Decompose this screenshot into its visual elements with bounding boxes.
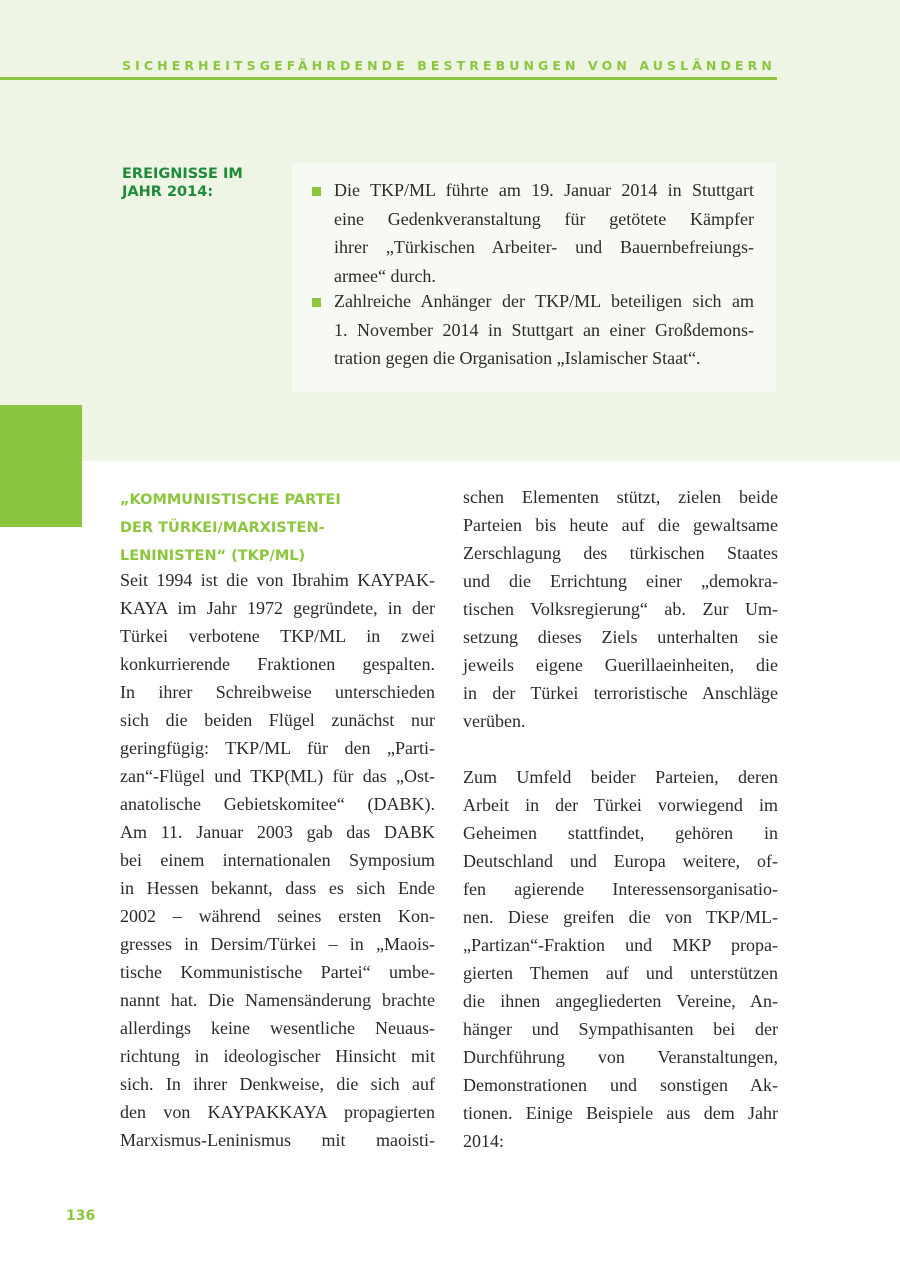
- text-line: Die TKP/ML führte am 19. Januar 2014 in Stuttgart: [334, 180, 754, 200]
- text-line: In ihrer Schreibweise unterschieden: [120, 682, 435, 702]
- text-line: tischen Volksregierung“ ab. Zur Um-: [463, 599, 778, 619]
- text-line: 2014:: [463, 1131, 505, 1151]
- text-line: Demonstrationen und sonstigen Ak-: [463, 1075, 778, 1095]
- text-line: Marxismus-Leninismus mit maoisti-: [120, 1130, 435, 1150]
- green-side-tab: [0, 405, 82, 527]
- text-line: Zerschlagung des türkischen Staates: [463, 543, 778, 563]
- text-line: anatolische Gebietskomitee“ (DABK).: [120, 794, 435, 814]
- text-line: nannt hat. Die Namensänderung brachte: [120, 990, 435, 1010]
- right-column-paragraph-2: [463, 763, 778, 1155]
- text-line: Geheimen stattfindet, gehören in: [463, 823, 778, 843]
- text-line: sich. In ihrer Denkweise, die sich auf: [120, 1074, 435, 1094]
- text-line: KAYA im Jahr 1972 gegründete, in der: [120, 598, 435, 618]
- text-line: hänger und Sympathisanten bei der: [463, 1019, 778, 1039]
- text-line: tische Kommunistische Partei“ umbe-: [120, 962, 435, 982]
- text-line: 2002 – während seines ersten Kon-: [120, 906, 435, 926]
- header-rule: [0, 77, 777, 80]
- title-line: LENINISTEN“ (TKP/ML): [120, 548, 306, 564]
- events-label-line: JAHR 2014:: [122, 184, 214, 200]
- text-line: konkurrierende Fraktionen gespalten.: [120, 654, 435, 674]
- running-header: SICHERHEITSGEFÄHRDENDE BESTREBUNGEN VON AUSLÄNDERN: [122, 58, 776, 73]
- events-label-line: EREIGNISSE IM: [122, 166, 243, 182]
- text-line: die ihnen angegliederten Vereine, An-: [463, 991, 778, 1011]
- text-line: Türkei verbotene TKP/ML in zwei: [120, 626, 435, 646]
- text-line: ihrer „Türkischen Arbeiter- und Bauernbefreiungs-: [334, 237, 754, 257]
- title-line: „KOMMUNISTISCHE PARTEI: [120, 492, 341, 508]
- text-line: richtung in ideologischer Hinsicht mit: [120, 1046, 435, 1066]
- text-line: tration gegen die Organisation „Islamischer Staat“.: [334, 348, 701, 368]
- bullet-square-icon: [312, 298, 321, 307]
- text-line: Deutschland und Europa weitere, of-: [463, 851, 778, 871]
- text-line: nen. Diese greifen die von TKP/ML-: [463, 907, 778, 927]
- text-line: setzung dieses Ziels unterhalten sie: [463, 627, 778, 647]
- event-item: [314, 176, 754, 290]
- right-column-paragraph-1: [463, 483, 778, 735]
- text-line: sich die beiden Flügel zunächst nur: [120, 710, 435, 730]
- event-item: [314, 287, 754, 373]
- title-line: DER TÜRKEI/MARXISTEN-: [120, 520, 325, 536]
- text-line: gresses in Dersim/Türkei – in „Maois-: [120, 934, 435, 954]
- text-line: fen agierende Interessensorganisatio-: [463, 879, 778, 899]
- left-column-text: [120, 566, 435, 1154]
- text-line: in Hessen bekannt, dass es sich Ende: [120, 878, 435, 898]
- text-line: Zahlreiche Anhänger der TKP/ML beteiligen sich am: [334, 291, 754, 311]
- text-line: verüben.: [463, 711, 526, 731]
- text-line: in der Türkei terroristische Anschläge: [463, 683, 778, 703]
- text-line: bei einem internationalen Symposium: [120, 850, 435, 870]
- text-line: zan“-Flügel und TKP(ML) für das „Ost-: [120, 766, 435, 786]
- events-label: [122, 165, 243, 201]
- section-title: [120, 486, 341, 570]
- text-line: und die Errichtung einer „demokra-: [463, 571, 778, 591]
- text-line: schen Elementen stützt, zielen beide: [463, 487, 778, 507]
- text-line: gierten Themen auf und unterstützen: [463, 963, 778, 983]
- text-line: Arbeit in der Türkei vorwiegend im: [463, 795, 778, 815]
- text-line: Durchführung von Veranstaltungen,: [463, 1047, 778, 1067]
- text-line: armee“ durch.: [334, 265, 436, 286]
- text-line: Seit 1994 ist die von Ibrahim KAYPAK-: [120, 570, 435, 590]
- text-line: Am 11. Januar 2003 gab das DABK: [120, 822, 435, 842]
- text-line: allerdings keine wesentliche Neuaus-: [120, 1018, 435, 1038]
- text-line: den von KAYPAKKAYA propagierten: [120, 1102, 435, 1122]
- text-line: eine Gedenkveranstaltung für getötete Kämpfer: [334, 208, 754, 229]
- text-line: Zum Umfeld beider Parteien, deren: [463, 767, 778, 787]
- text-line: geringfügig: TKP/ML für den „Parti-: [120, 738, 435, 758]
- text-line: jeweils eigene Guerillaeinheiten, die: [463, 655, 778, 675]
- text-line: tionen. Einige Beispiele aus dem Jahr: [463, 1103, 778, 1123]
- text-line: „Partizan“-Fraktion und MKP propa-: [463, 935, 778, 955]
- bullet-square-icon: [312, 187, 321, 196]
- text-line: Parteien bis heute auf die gewaltsame: [463, 515, 778, 535]
- text-line: 1. November 2014 in Stuttgart an einer Großdemons-: [334, 319, 754, 340]
- events-box: [292, 163, 776, 392]
- page-number: 136: [66, 1208, 96, 1224]
